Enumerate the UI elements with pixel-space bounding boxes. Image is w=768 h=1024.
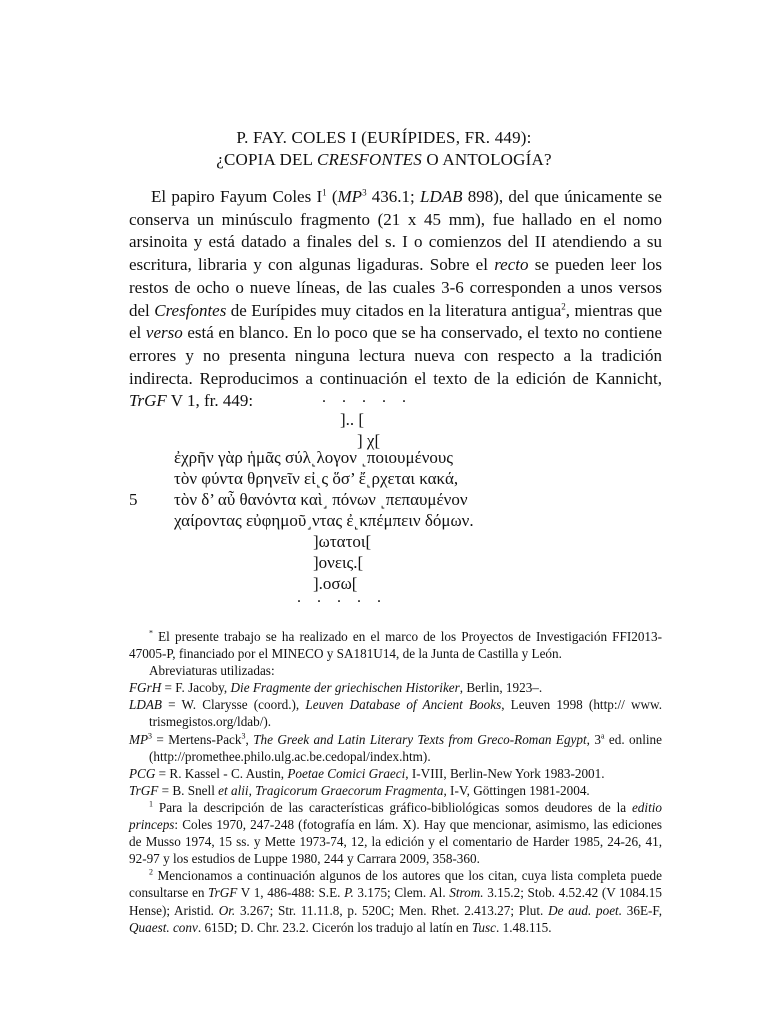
greek-line: ]ονεις.[: [313, 553, 364, 572]
ellipsis-top: . . . . .: [322, 389, 412, 406]
abbreviations-heading: Abreviaturas utilizadas:: [149, 663, 275, 679]
article-title-line2: [0, 150, 768, 170]
title-text: ¿COPIA DEL: [216, 150, 317, 169]
ellipsis-bottom: . . . . .: [297, 589, 387, 606]
footnote-1: $^1$ Para la descripción de las características gráfico-bibliológicas somos deudores de la editio princeps: Coles 1970, 247-248 (fotografía en lám. X). Hay que mencionar, asimismo, las ediciones de Musso 1974, 15 ss. y Mette 1973-74, 12, la edición y el comentario de Harder 1985, 24-26, 41, 92-97 y los estudios de Luppe 1980, 244 y Carrara 2009, 358-360.: [129, 799, 662, 867]
greek-line: ].. [: [340, 410, 365, 429]
footnote-ref-2: 2: [561, 300, 566, 311]
footnotes: [129, 628, 662, 936]
footnote-ref-1: 1: [322, 187, 327, 198]
abbr-pcg: PCG = R. Kassel - C. Austin, Poetae Comici Graeci, I-VIII, Berlin-New York 1983-2001.: [129, 765, 605, 781]
footnote-2: $^2$ Mencionamos a continuación algunos de los autores que los citan, cuya lista completa puede consultarse en TrGF V 1, 486-488: S.E. P. 3.175; Clem. Al. Strom. 3.15.2; Stob. 4.52.42 (V 1084.15 Hense); Aristid. Or. 3.267; Str. 11.11.8, p. 520C; Men. Rhet. 2.413.27; Plut. De aud. poet. 36E-F, Quaest. conv. 615D; D. Chr. 23.2. Cicerón los tradujo al latín en Tusc. 1.48.115.: [129, 867, 662, 935]
title-italic: CRESFONTES: [317, 150, 422, 169]
greek-verse: τὸν φύντα θρηνεῖν εἰ˻ς ὅσ’ ἔ˻ρχεται κακά,: [174, 469, 459, 488]
line-number: 5: [129, 490, 138, 509]
article-title-line1: P. FAY. COLES I (EURÍPIDES, FR. 449):: [236, 128, 532, 147]
abbr-mp: $MP^3$ = Mertens-Pack$^3$, The Greek and Latin Literary Texts from Greco-Roman Egypt, 3$^a$ ed. online (http://promethee.philo.ulg.ac.be.cedopal/index.htm).: [129, 731, 662, 764]
abbr-trgf: TrGF = B. Snell et alii, Tragicorum Graecorum Fragmenta, I-V, Göttingen 1981-2004.: [129, 782, 590, 798]
footnote-star: * El presente trabajo se ha realizado en el marco de los Proyectos de Investigación FFI2013-47005-P, financiado por el MINECO y SA181U14, de la Junta de Castilla y León.: [129, 628, 662, 662]
abbr-fgrh: FGrH = F. Jacoby, Die Fragmente der griechischen Historiker, Berlin, 1923–.: [129, 680, 543, 696]
abbr-ldab: LDAB = W. Clarysse (coord.), Leuven Database of Ancient Books, Leuven 1998 (http:// www. trismegistos.org/ldab/).: [129, 697, 663, 730]
title-text: O ANTOLOGÍA?: [421, 150, 552, 169]
greek-line: ].οσω[: [313, 574, 358, 593]
greek-verse: τὸν δ’ αὖ θανόντα καὶ˼ πόνων ˻πεπαυμένον: [174, 490, 468, 509]
body-paragraph: El papiro Fayum Coles $I^1$ ($MP^3$ 436.1; LDAB 898), del que únicamente se conserva un minúsculo fragmento (21 x 45 mm), fue hallado en el nomo arsinoita y está datado a finales del s. I o comienzos del II atendiendo a su escritura, libraria y con algunas ligaduras. Sobre el recto se pueden leer los restos de ocho o nueve líneas, de las cuales 3-6 corresponden a unos versos del Cresfontes de Eurípides muy citados en la literatura antigua$^2$, mientras que el verso está en blanco. En lo poco que se ha conservado, el texto no contiene errores y no presenta ninguna lectura nueva con respecto a la tradición indirecta. Reproducimos a continuación el texto de la edición de Kannicht, TrGF V 1, fr. 449:: [129, 187, 662, 411]
greek-verse: χαίροντας εὐφημοῦ˼ντας ἐ˻κπέμπειν δόμων.: [174, 511, 474, 530]
greek-line: ] χ[: [357, 431, 381, 450]
greek-line: ]ωτατοι[: [313, 532, 372, 551]
greek-verse: ἐχρῆν γὰρ ἡμᾶς σύλ˻λογον ˻ποιουμένους: [174, 448, 454, 467]
